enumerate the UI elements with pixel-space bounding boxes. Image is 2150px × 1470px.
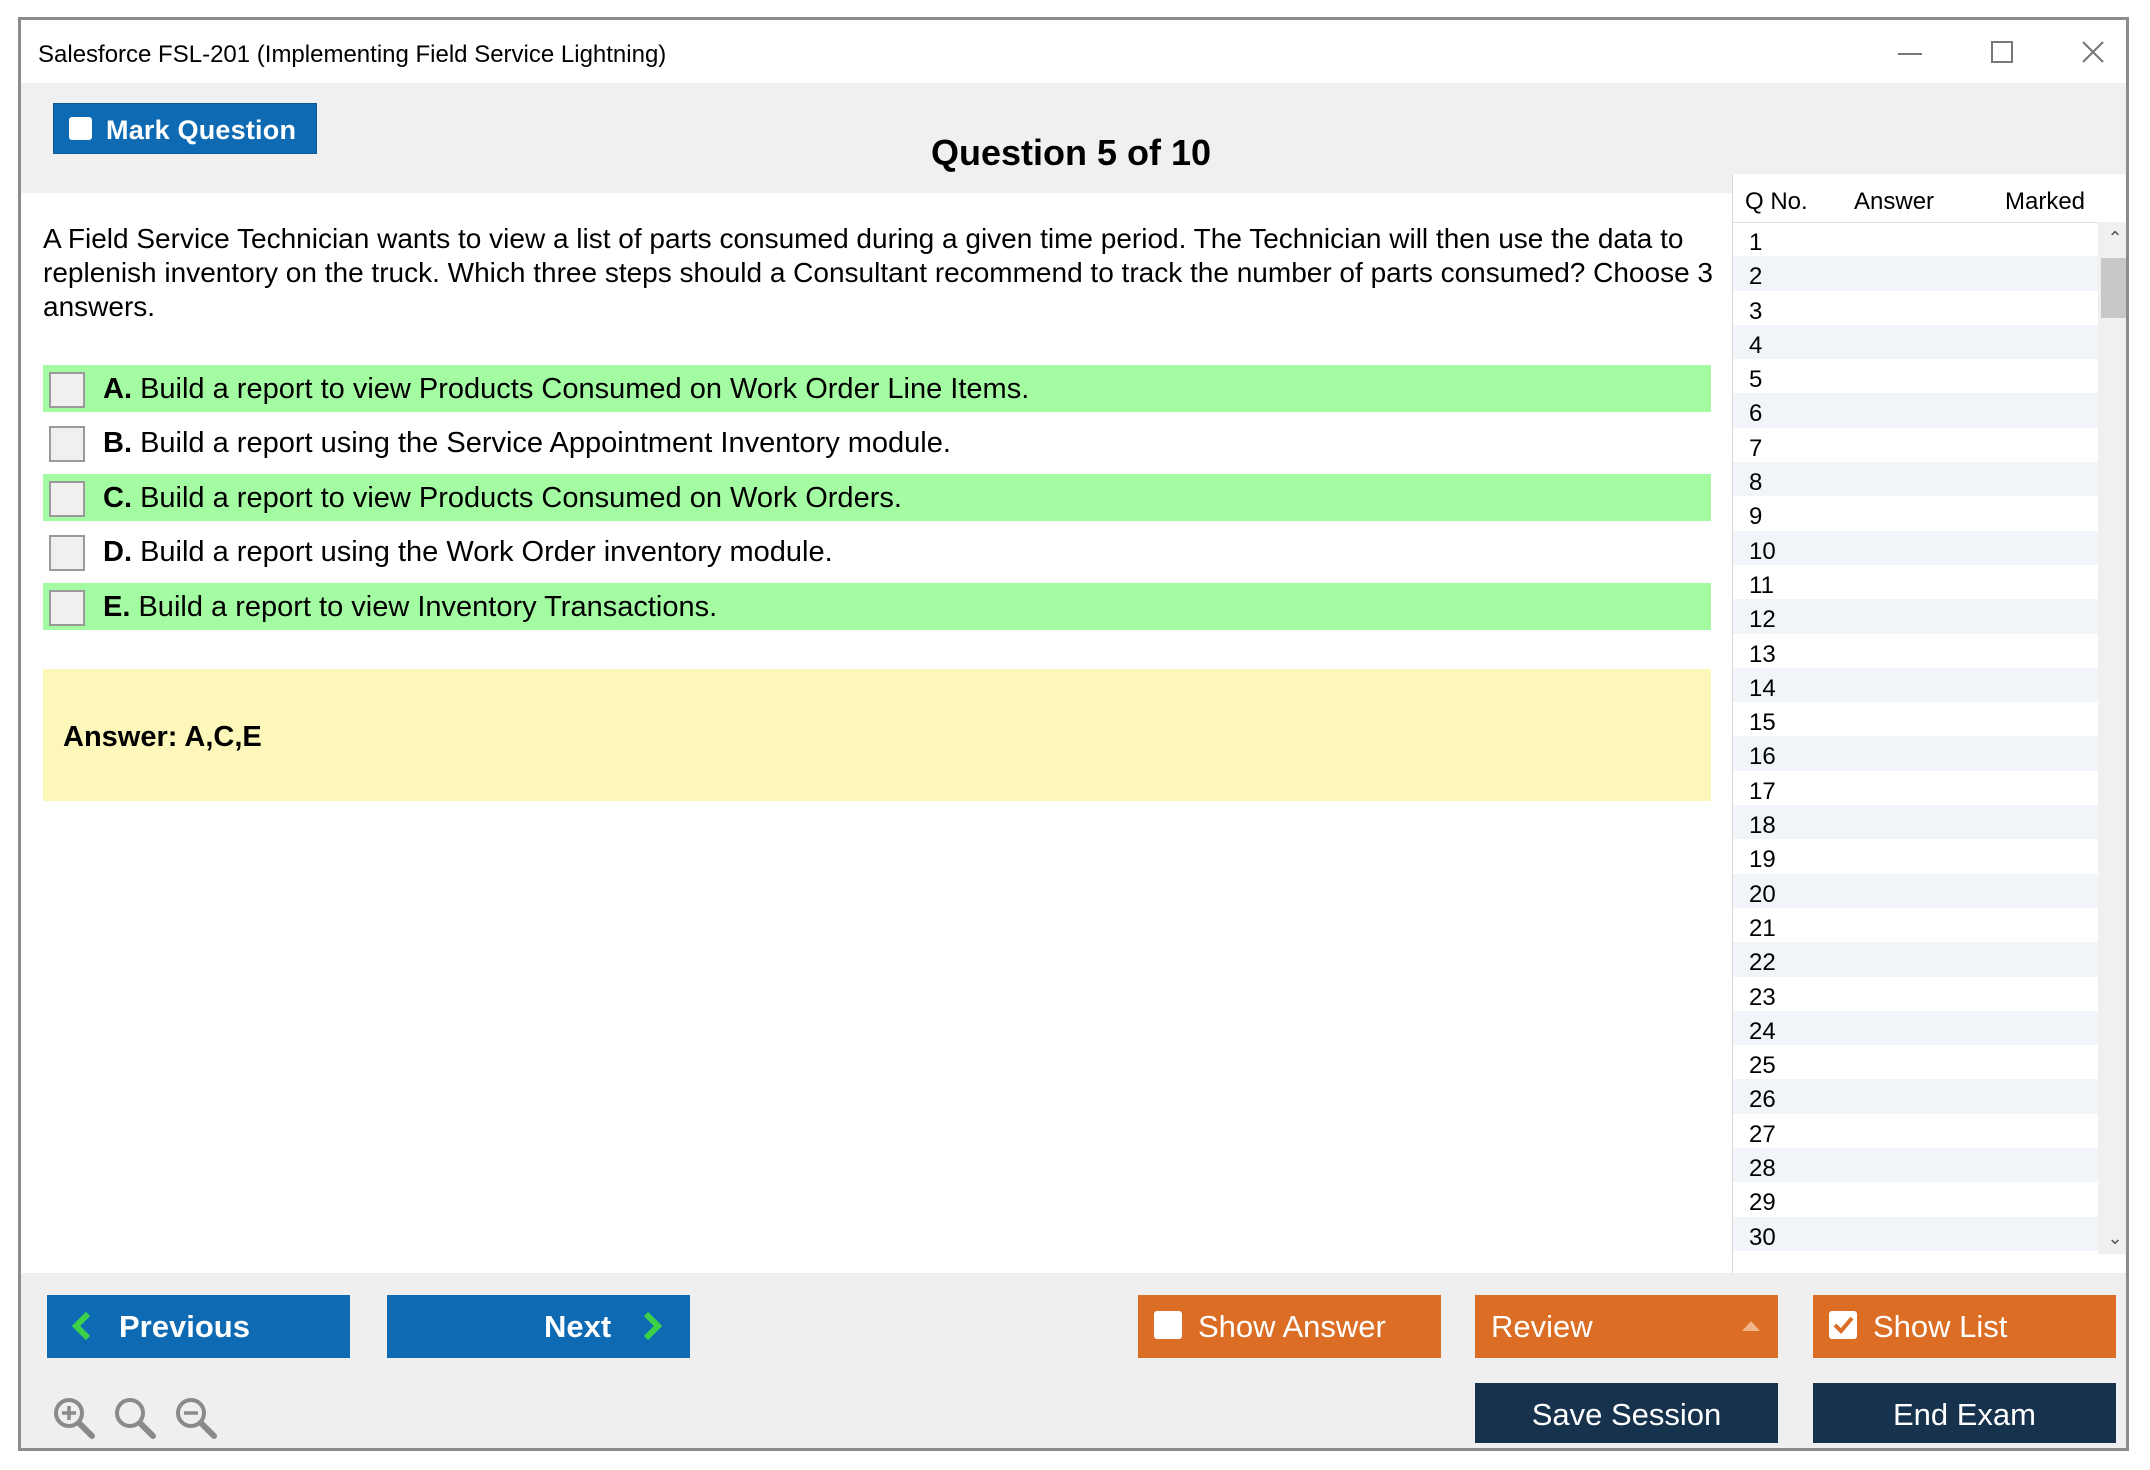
show-list-checkbox-icon[interactable]	[1829, 1311, 1857, 1339]
question-text: A Field Service Technician wants to view a list of parts consumed during a given time period. The Technician will then use the data to replenish inventory on the truck. Which three steps should a Consultant recommend to track the number of parts consumed? Choose 3 answers.	[43, 223, 1713, 322]
question-number: 24	[1749, 1017, 1776, 1045]
question-number: 17	[1749, 777, 1776, 805]
question-number: 8	[1749, 469, 1763, 497]
option-checkbox[interactable]	[49, 535, 85, 571]
question-list	[1732, 174, 2129, 1274]
question-list-row[interactable]	[1733, 702, 2098, 736]
question-list-row[interactable]	[1733, 1045, 2098, 1079]
show-list-button[interactable]	[1813, 1295, 2116, 1358]
question-list-row[interactable]	[1733, 771, 2098, 805]
question-number: 11	[1749, 571, 1774, 599]
question-list-row[interactable]	[1733, 256, 2098, 290]
question-list-row[interactable]	[1733, 1114, 2098, 1148]
close-icon[interactable]	[2073, 38, 2113, 68]
question-list-scrollbar[interactable]	[2098, 222, 2129, 1254]
caret-up-icon	[1741, 1319, 1761, 1333]
question-list-row[interactable]	[1733, 805, 2098, 839]
question-list-row[interactable]	[1733, 1182, 2098, 1216]
show-list-label: Show List	[1873, 1309, 2008, 1344]
answer-text: Answer: A,C,E	[63, 721, 262, 753]
option-checkbox[interactable]	[49, 481, 85, 517]
app-window	[18, 17, 2129, 1451]
option-text	[103, 482, 902, 515]
show-answer-button[interactable]	[1138, 1295, 1441, 1358]
option-label: Build a report to view Products Consumed on Work Order Line Items.	[140, 373, 1030, 405]
question-number: 3	[1749, 297, 1763, 325]
option-label: Build a report using the Service Appointment Inventory module.	[140, 427, 951, 459]
save-session-button[interactable]	[1475, 1383, 1778, 1443]
zoom-reset-icon[interactable]	[112, 1395, 158, 1441]
show-answer-checkbox-icon[interactable]	[1154, 1311, 1182, 1339]
option-letter: A.	[103, 373, 132, 405]
previous-button[interactable]	[47, 1295, 350, 1358]
option-letter: C.	[103, 482, 132, 514]
question-panel	[21, 193, 1731, 1273]
end-exam-label: End Exam	[1892, 1397, 2036, 1432]
question-number: 6	[1749, 400, 1763, 428]
question-list-row[interactable]	[1733, 874, 2098, 908]
chevron-left-icon	[71, 1311, 93, 1341]
scroll-up-icon[interactable]: ⌃	[2107, 228, 2123, 248]
next-button[interactable]	[387, 1295, 690, 1358]
question-number: 30	[1749, 1223, 1776, 1251]
question-number: 13	[1749, 640, 1776, 668]
question-list-row[interactable]	[1733, 908, 2098, 942]
question-list-row[interactable]	[1733, 1217, 2098, 1251]
question-list-row[interactable]	[1733, 291, 2098, 325]
option-checkbox[interactable]	[49, 426, 85, 462]
question-list-row[interactable]	[1733, 839, 2098, 873]
question-list-row[interactable]	[1733, 736, 2098, 770]
question-number: 9	[1749, 503, 1763, 531]
question-number: 27	[1749, 1120, 1776, 1148]
option-text	[103, 536, 833, 569]
question-list-row[interactable]	[1733, 599, 2098, 633]
question-list-row[interactable]	[1733, 462, 2098, 496]
question-list-row[interactable]	[1733, 531, 2098, 565]
option-label: Build a report to view Inventory Transactions.	[138, 591, 718, 623]
answer-option[interactable]	[43, 474, 1711, 521]
question-title: Question 5 of 10	[930, 132, 1212, 173]
question-number: 18	[1749, 812, 1776, 840]
question-number: 4	[1749, 331, 1763, 359]
answer-option[interactable]	[43, 528, 1711, 575]
next-label: Next	[544, 1309, 612, 1344]
option-letter: E.	[103, 591, 131, 623]
question-list-row[interactable]	[1733, 634, 2098, 668]
question-number: 20	[1749, 880, 1776, 908]
question-number: 14	[1749, 674, 1776, 702]
option-label: Build a report to view Products Consumed on Work Orders.	[140, 482, 902, 514]
question-number: 28	[1749, 1155, 1776, 1183]
question-list-rows	[1733, 222, 2098, 1251]
answer-option[interactable]	[43, 365, 1711, 412]
question-number: 16	[1749, 743, 1776, 771]
question-number: 22	[1749, 949, 1776, 977]
option-label: Build a report using the Work Order inventory module.	[140, 536, 833, 568]
option-letter: B.	[103, 427, 132, 459]
question-list-row[interactable]	[1733, 977, 2098, 1011]
question-number: 2	[1749, 263, 1763, 291]
option-letter: D.	[103, 536, 132, 568]
save-session-label: Save Session	[1531, 1397, 1722, 1432]
previous-label: Previous	[119, 1309, 250, 1344]
title-bar	[21, 20, 2126, 83]
question-number: 15	[1749, 709, 1776, 737]
mark-question-label: Mark Question	[106, 115, 297, 145]
question-number: 1	[1749, 229, 1763, 256]
question-number: 12	[1749, 606, 1776, 634]
review-dropdown[interactable]	[1475, 1295, 1778, 1358]
question-list-row[interactable]	[1733, 942, 2098, 976]
checkmark-icon	[1829, 1311, 1857, 1339]
question-list-row[interactable]	[1733, 222, 2098, 256]
question-number: 10	[1749, 537, 1776, 565]
scroll-down-icon[interactable]: ⌄	[2107, 1228, 2123, 1248]
question-list-row[interactable]	[1733, 325, 2098, 359]
zoom-in-icon[interactable]	[51, 1395, 97, 1441]
question-list-row[interactable]	[1733, 496, 2098, 530]
question-number: 26	[1749, 1086, 1776, 1114]
question-list-row[interactable]	[1733, 428, 2098, 462]
answer-option[interactable]	[43, 583, 1711, 630]
question-number: 5	[1749, 366, 1763, 394]
footer-toolbar	[21, 1273, 2126, 1451]
answer-option[interactable]	[43, 419, 1711, 466]
question-list-row[interactable]	[1733, 1079, 2098, 1113]
question-number: 29	[1749, 1189, 1776, 1217]
option-text	[103, 427, 951, 460]
question-list-row[interactable]	[1733, 565, 2098, 599]
zoom-out-icon[interactable]	[173, 1395, 219, 1441]
question-number: 19	[1749, 846, 1776, 874]
question-list-row[interactable]	[1733, 1011, 2098, 1045]
review-label: Review	[1491, 1309, 1593, 1344]
question-number: 7	[1749, 434, 1763, 462]
question-list-row[interactable]	[1733, 359, 2098, 393]
option-text	[103, 373, 1029, 406]
maximize-icon[interactable]	[1981, 38, 2021, 68]
scroll-thumb[interactable]	[2101, 258, 2129, 318]
question-number: 25	[1749, 1052, 1776, 1080]
question-list-header	[1733, 174, 2129, 223]
answer-panel	[43, 669, 1711, 801]
question-list-row[interactable]	[1733, 1148, 2098, 1182]
question-list-row[interactable]	[1733, 668, 2098, 702]
question-number: 21	[1749, 914, 1776, 942]
show-answer-label: Show Answer	[1198, 1309, 1386, 1344]
minimize-icon[interactable]	[1890, 38, 1930, 68]
question-number: 23	[1749, 983, 1776, 1011]
option-text	[103, 591, 717, 624]
option-checkbox[interactable]	[49, 590, 85, 626]
end-exam-button[interactable]	[1813, 1383, 2116, 1443]
option-checkbox[interactable]	[49, 372, 85, 408]
answer-column-header[interactable]: Answer	[1854, 188, 1935, 215]
question-list-row[interactable]	[1733, 393, 2098, 427]
chevron-right-icon	[641, 1311, 663, 1341]
marked-column-header[interactable]: Marked	[2005, 188, 2086, 215]
window-title: Salesforce FSL-201 (Implementing Field Service Lightning)	[38, 41, 667, 68]
qno-column-header[interactable]: Q No.	[1745, 188, 1808, 215]
